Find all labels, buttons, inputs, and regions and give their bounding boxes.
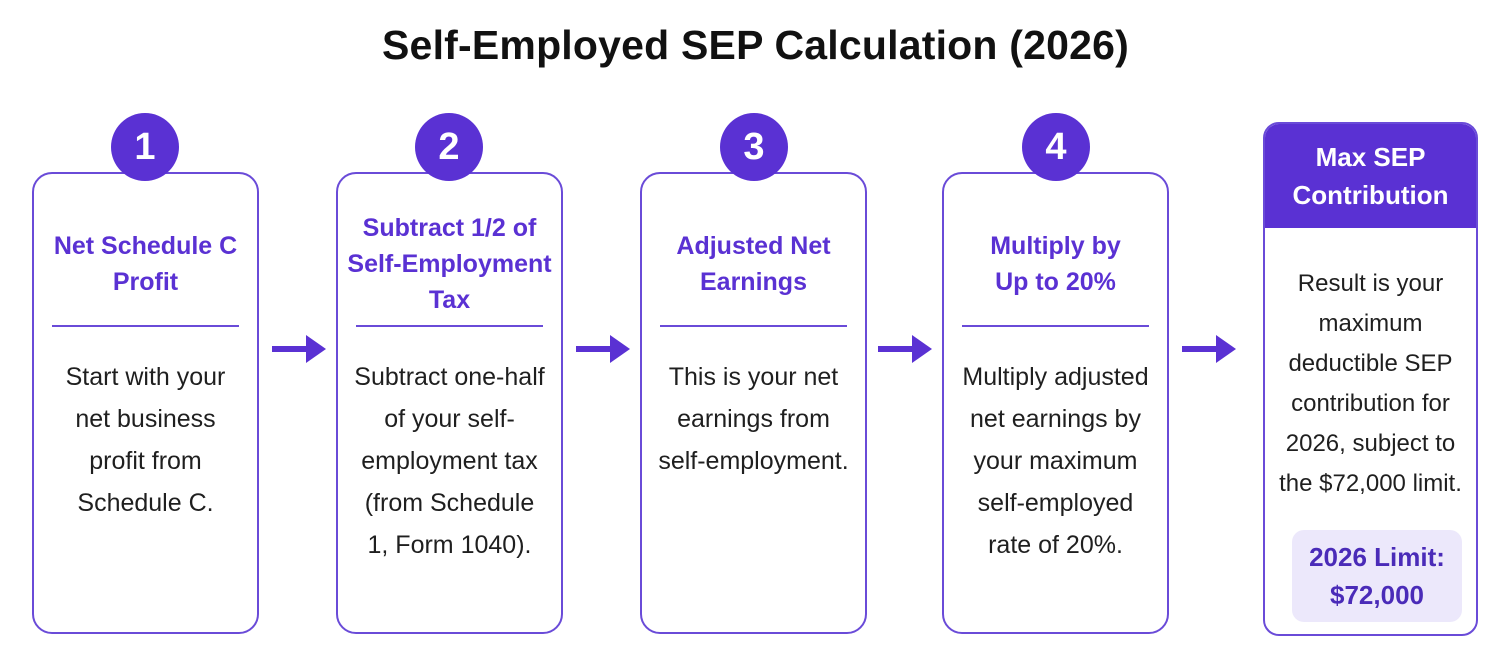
step-4-number-badge: 4 [1022,113,1090,181]
step-1-divider [52,325,239,327]
step-2-number-badge: 2 [415,113,483,181]
step-3-card [640,172,867,634]
step-4-title: Multiply by Up to 20% [990,232,1121,296]
step-4-divider [962,325,1149,327]
max-sep-contribution-description: Result is your maximum deductible SEP contribution for 2026, subject to the $72,000 limit. [1279,270,1462,497]
limit-value: $72,000 [1330,580,1424,610]
arrow-right-icon [574,333,632,365]
max-sep-contribution-title: Max SEP Contribution [1265,124,1476,228]
step-2-divider [356,325,543,327]
arrow-right-icon [270,333,328,365]
page-title: Self-Employed SEP Calculation (2026) [382,22,1129,68]
step-2-description: Subtract one-half of your self-employment tax (from Schedule 1, Form 1040). [354,363,545,559]
step-3-description: This is your net earnings from self-employment. [658,363,849,475]
step-1-number-badge: 1 [111,113,179,181]
step-3-divider [660,325,847,327]
arrow-right-icon [1180,333,1238,365]
step-3-title: Adjusted Net Earnings [676,232,831,296]
step-1-description: Start with your net business profit from Schedule C. [65,363,226,517]
step-1-card [32,172,259,634]
arrow-right-icon [876,333,934,365]
step-4-card [942,172,1169,634]
step-3-number-badge: 3 [720,113,788,181]
step-2-card [336,172,563,634]
step-2-title: Subtract 1/2 of Self-Employment Tax [347,214,552,314]
limit-box [1292,530,1462,622]
max-sep-contribution-card [1263,122,1478,636]
step-1-title: Net Schedule C Profit [53,232,238,296]
limit-label: 2026 Limit: [1309,542,1445,572]
step-4-description: Multiply adjusted net earnings by your maximum self-employed rate of 20%. [962,363,1149,559]
